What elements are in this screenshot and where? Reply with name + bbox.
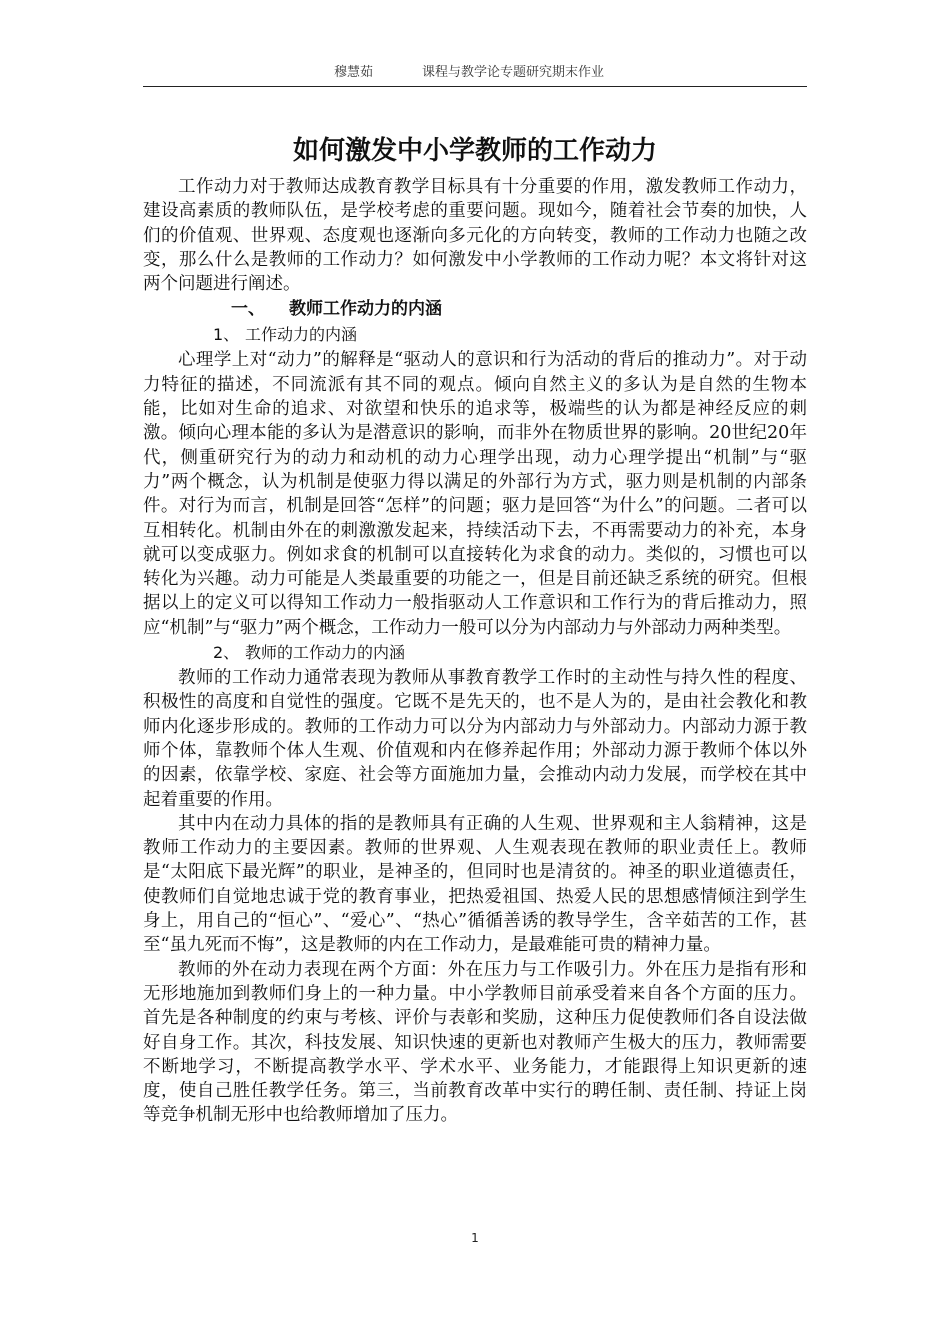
section-heading-number: 一、 (231, 299, 265, 320)
intro-paragraph: 工作动力对于教师达成教育教学目标具有十分重要的作用，激发教师工作动力，建设高素质的教师队伍，是学校考虑的重要问题。现如今，随着社会节奏的加快，人们的价值观、世界观、态度观也逐渐向多元化的方向转变，教师的工作动力也随之改变，那么什么是教师的工作动力？如何激发中小学教师的工作动力呢？本文将针对这两个问题进行阐述。 (143, 177, 807, 295)
subsection-heading-text: 教师的工作动力的内涵 (245, 643, 406, 663)
subsection-heading-number: 2、 (213, 643, 240, 663)
subsection-heading-1 (143, 322, 807, 348)
subsection-heading-number: 1、 (213, 325, 240, 345)
body-paragraph: 其中内在动力具体的指的是教师具有正确的人生观、世界观和主人翁精神，这是教师工作动力的主要因素。教师的世界观、人生观表现在教师的职业责任上。教师是“太阳底下最光辉”的职业，是神圣的，但同时也是清贫的。神圣的职业道德责任，使教师们自觉地忠诚于党的教育事业，把热爱祖国、热爱人民的思想感情倾注到学生身上，用自己的“恒心”、“爱心”、“热心”循循善诱的教导学生，含辛茹苦的工作，甚至“虽九死而不悔”，这是教师的内在工作动力，是最难能可贵的精神力量。 (143, 813, 807, 956)
body-paragraph: 教师的外在动力表现在两个方面：外在压力与工作吸引力。外在压力是指有形和无形地施加到教师们身上的一种力量。中小学教师目前承受着来自各个方面的压力。首先是各种制度的约束与考核、评价与表彰和奖励，这种压力促使教师们各自设法做好自身工作。其次，科技发展、知识快速的更新也对教师产生极大的压力，教师需要不断地学习，不断提高教学水平、学术水平、业务能力，才能跟得上知识更新的速度，使自己胜任教学任务。第三，当前教育改革中实行的聘任制、责任制、持证上岗等竞争机制无形中也给教师增加了压力。 (143, 959, 807, 1126)
document-title: 如何激发中小学教师的工作动力 (292, 136, 657, 166)
subsection-heading-2 (143, 640, 807, 666)
page-header (143, 64, 807, 87)
body-paragraph: 教师的工作动力通常表现为教师从事教育教学工作时的主动性与持久性的程度、积极性的高度和自觉性的强度。它既不是先天的，也不是人为的，是由社会教化和教师内化逐步形成的。教师的工作动力可以分为内部动力与外部动力。内部动力源于教师个体，靠教师个体人生观、价值观和内在修养起作用；外部动力源于教师个体以外的因素，依靠学校、家庭、社会等方面施加力量，会推动内动力发展，而学校在其中起着重要的作用。 (143, 668, 807, 810)
subsection-heading-text: 工作动力的内涵 (245, 325, 358, 345)
page-number: 1 (471, 1231, 479, 1245)
body-paragraph: 心理学上对“动力”的解释是“驱动人的意识和行为活动的背后的推动力”。对于动力特征的描述，不同流派有其不同的观点。倾向自然主义的多认为是自然的生物本能，比如对生命的追求、对欲望和快乐的追求等，极端些的认为都是神经反应的刺激。倾向心理本能的多认为是潜意识的影响，而非外在物质世界的影响。20世纪20年代，侧重研究行为的动力和动机的动力心理学出现，动力心理学提出“机制”与“驱力”两个概念，认为机制是使驱力得以满足的外部行为方式，驱力则是机制的内部条件。对行为而言，机制是回答“怎样”的问题；驱力是回答“为什么”的问题。二者可以互相转化。机制由外在的刺激激发起来，持续活动下去，不再需要动力的补充，本身就可以变成驱力。例如求食的机制可以直接转化为求食的动力。类似的，习惯也可以转化为兴趣。动力可能是人类最重要的功能之一，但是目前还缺乏系统的研究。但根据以上的定义可以得知工作动力一般指驱动人工作意识和工作行为的背后推动力，照应“机制”与“驱力”两个概念，工作动力一般可以分为内部动力与外部动力两种类型。 (143, 350, 807, 638)
section-heading-1 (143, 296, 807, 322)
document-body (143, 175, 807, 1128)
header-course-title: 课程与教学论专题研究期末作业 (422, 65, 605, 80)
section-heading-text: 教师工作动力的内涵 (289, 299, 442, 320)
header-author: 穆慧茹 (334, 65, 374, 80)
